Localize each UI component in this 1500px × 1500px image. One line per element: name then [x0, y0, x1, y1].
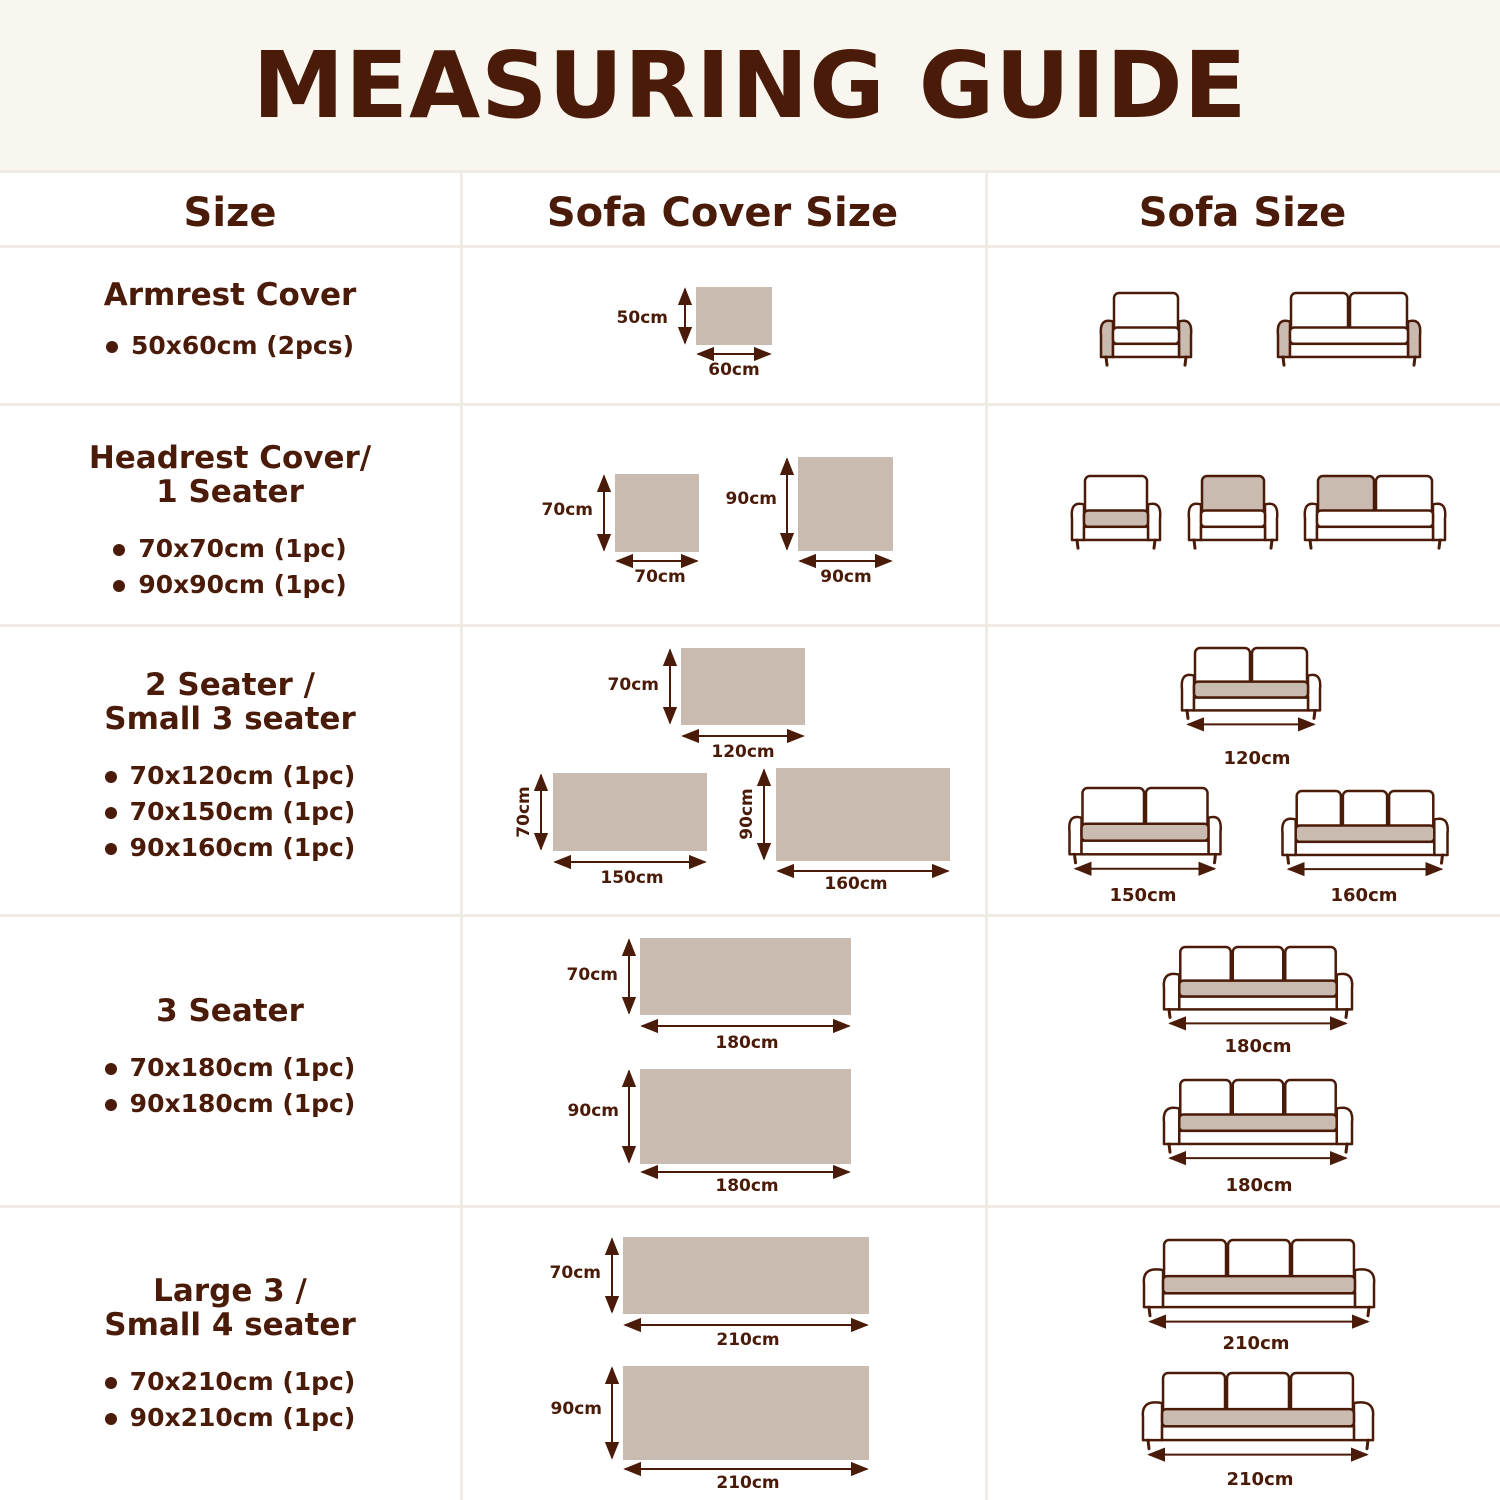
sofa-width-label: 160cm [1330, 885, 1398, 906]
sofa-arm [1434, 819, 1447, 855]
sofa-arm [1209, 817, 1221, 854]
sofa-leg [1187, 710, 1188, 718]
sofa-width-label: 210cm [1226, 1469, 1294, 1490]
list-item: 70x210cm (1pc) [105, 1364, 356, 1400]
sofa-leg [1283, 357, 1284, 365]
sofa-base [1194, 698, 1308, 711]
sofa-arm [1148, 504, 1160, 540]
sofa-arm [1433, 504, 1445, 540]
list-item: 70x180cm (1pc) [105, 1050, 356, 1086]
sofa-leg [1169, 1009, 1170, 1017]
list-item: 70x120cm (1pc) [105, 758, 356, 794]
sofa-base [1179, 1131, 1336, 1144]
sofa-leg [1169, 1144, 1170, 1152]
back-cushion [1350, 293, 1407, 331]
back-cushion [1085, 476, 1147, 514]
sofa-leg [1075, 854, 1076, 863]
sofa-base [1290, 344, 1408, 357]
sofa-leg [1149, 1307, 1150, 1316]
back-cushion [1291, 293, 1348, 331]
size-title: Armrest Cover [103, 277, 357, 313]
sofa-width-label: 150cm [1109, 885, 1177, 906]
sofa-leg [1194, 540, 1195, 548]
width-label: 180cm [715, 1033, 779, 1053]
sofa-arm [1072, 504, 1084, 540]
sofa-arm [1278, 321, 1290, 357]
seat-cushion [1113, 327, 1179, 343]
back-cushion [1146, 788, 1208, 828]
sofa-arm [1164, 974, 1179, 1010]
back-cushion [1114, 293, 1178, 331]
seat-cushion [1201, 510, 1265, 526]
seat-cushion [1084, 510, 1148, 526]
height-label: 70cm [607, 675, 659, 695]
sofa-arm [1265, 504, 1277, 540]
back-cushion [1285, 947, 1335, 985]
sofa-leg [1288, 855, 1289, 863]
width-label: 120cm [711, 742, 775, 762]
width-label: 60cm [708, 360, 760, 380]
list-item: 50x60cm (2pcs) [106, 328, 354, 364]
height-label: 90cm [737, 788, 757, 840]
seat-cushion [1163, 1276, 1355, 1293]
back-cushion [1227, 1373, 1289, 1413]
sofa-base [1084, 527, 1148, 540]
sofa-base [1113, 344, 1179, 357]
height-label: 50cm [616, 308, 668, 328]
height-label: 90cm [550, 1399, 602, 1419]
sofa-leg [1185, 357, 1186, 365]
sofa-arm [1144, 1269, 1163, 1307]
sofa-leg [1215, 854, 1216, 863]
list-item: 90x160cm (1pc) [105, 830, 356, 866]
list-item: 90x180cm (1pc) [105, 1086, 356, 1122]
sofa-base [1201, 527, 1265, 540]
seat-cushion [1162, 1409, 1354, 1426]
sofa-base [1162, 1426, 1354, 1440]
back-cushion [1252, 648, 1307, 686]
sofa-arm [1189, 504, 1201, 540]
sofa-leg [1077, 540, 1078, 548]
sofa-base [1179, 997, 1336, 1010]
column-header-cover-size: Sofa Cover Size [546, 190, 899, 236]
sofa-arm [1354, 1402, 1373, 1440]
sofa-arm [1179, 321, 1191, 357]
back-cushion [1202, 476, 1264, 514]
size-title: Headrest Cover/ 1 Seater [88, 440, 372, 510]
back-cushion [1297, 791, 1341, 829]
seat-cushion [1317, 510, 1433, 526]
width-label: 160cm [824, 874, 888, 894]
seat-cushion [1194, 682, 1308, 698]
sofa-leg [1346, 1009, 1347, 1017]
back-cushion [1195, 648, 1250, 686]
back-cushion [1285, 1080, 1335, 1118]
sofa-leg [1368, 1307, 1369, 1316]
sofa-base [1163, 1293, 1355, 1307]
width-label: 90cm [820, 567, 872, 587]
height-label: 70cm [549, 1263, 601, 1283]
back-cushion [1292, 1240, 1354, 1280]
sofa-arm [1282, 819, 1295, 855]
back-cushion [1291, 1373, 1353, 1413]
height-label: 70cm [566, 965, 618, 985]
seat-cushion [1179, 1114, 1336, 1130]
list-item: 90x90cm (1pc) [113, 567, 346, 603]
seat-cushion [1290, 327, 1408, 343]
sofa-leg [1106, 357, 1107, 365]
sofa-arm [1305, 504, 1317, 540]
size-title: 3 Seater [156, 993, 304, 1029]
back-cushion [1180, 947, 1230, 985]
sofa-arm [1069, 817, 1081, 854]
list-item: 90x210cm (1pc) [105, 1400, 356, 1436]
column-header-sofa-size: Sofa Size [1138, 190, 1347, 236]
sofa-arm [1355, 1269, 1374, 1307]
back-cushion [1083, 788, 1145, 828]
height-label: 90cm [725, 489, 777, 509]
page-title: MEASURING GUIDE [252, 31, 1248, 139]
seat-cushion [1179, 981, 1336, 997]
sofa-arm [1101, 321, 1113, 357]
sofa-arm [1143, 1402, 1162, 1440]
size-title: Large 3 / Small 4 seater [104, 1273, 356, 1343]
back-cushion [1228, 1240, 1290, 1280]
sofa-leg [1367, 1440, 1368, 1449]
width-label: 150cm [600, 868, 664, 888]
sofa-leg [1148, 1440, 1149, 1449]
width-label: 70cm [634, 567, 686, 587]
sofa-width-label: 210cm [1222, 1333, 1290, 1354]
back-cushion [1164, 1240, 1226, 1280]
height-label: 70cm [541, 500, 593, 520]
sofa-leg [1314, 710, 1315, 718]
sofa-width-label: 180cm [1225, 1175, 1293, 1196]
list-item: 70x150cm (1pc) [105, 794, 356, 830]
width-label: 210cm [716, 1330, 780, 1350]
sofa-leg [1414, 357, 1415, 365]
column-header-size: Size [183, 190, 277, 236]
seat-cushion [1082, 824, 1209, 841]
width-label: 210cm [716, 1473, 780, 1493]
back-cushion [1376, 476, 1432, 514]
sofa-arm [1408, 321, 1420, 357]
sofa-base [1317, 527, 1433, 540]
seat-cushion [1296, 825, 1435, 841]
size-title: 2 Seater / Small 3 seater [104, 667, 356, 737]
list-item: 70x70cm (1pc) [113, 531, 346, 567]
back-cushion [1389, 791, 1433, 829]
sofa-leg [1439, 540, 1440, 548]
sofa-width-label: 180cm [1224, 1036, 1292, 1057]
sofa-leg [1154, 540, 1155, 548]
height-label: 90cm [567, 1101, 619, 1121]
sofa-width-label: 120cm [1223, 748, 1291, 769]
sofa-arm [1337, 974, 1352, 1010]
width-label: 180cm [715, 1176, 779, 1196]
sofa-arm [1308, 675, 1320, 711]
height-label: 70cm [514, 786, 534, 838]
sofa-leg [1310, 540, 1311, 548]
sofa-base [1082, 841, 1209, 855]
back-cushion [1233, 1080, 1283, 1118]
sofa-leg [1346, 1144, 1347, 1152]
back-cushion [1343, 791, 1387, 829]
back-cushion [1180, 1080, 1230, 1118]
back-cushion [1163, 1373, 1225, 1413]
sofa-base [1296, 842, 1435, 855]
back-cushion [1233, 947, 1283, 985]
sofa-arm [1182, 675, 1194, 711]
sofa-leg [1271, 540, 1272, 548]
sofa-arm [1337, 1108, 1352, 1144]
sofa-leg [1442, 855, 1443, 863]
sofa-arm [1164, 1108, 1179, 1144]
back-cushion [1318, 476, 1374, 514]
